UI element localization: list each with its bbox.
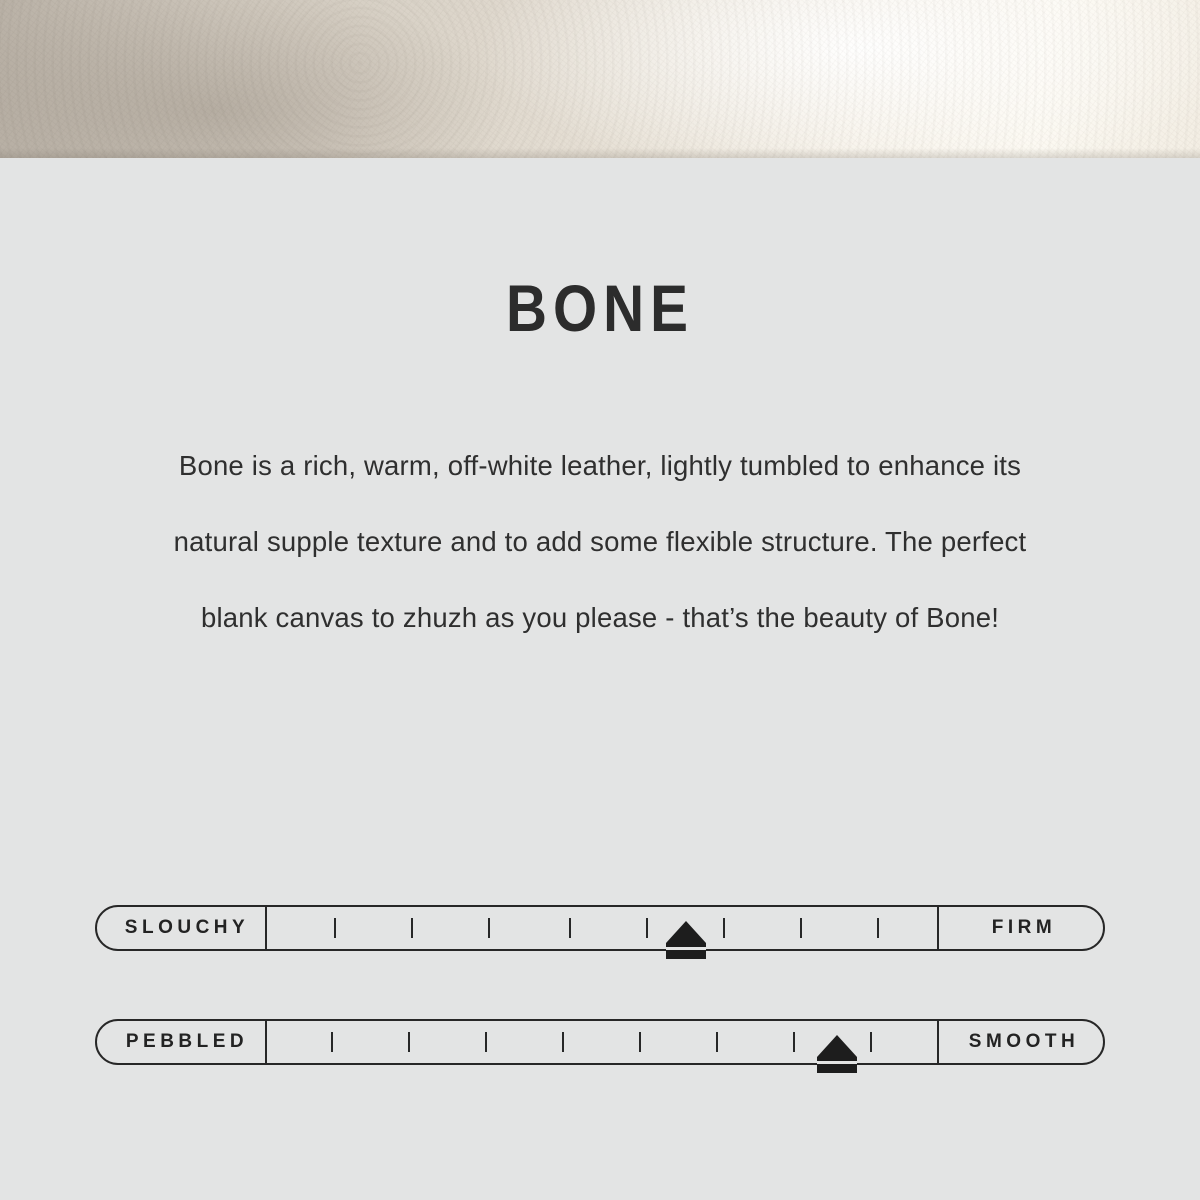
- slider-thumb-body: [666, 943, 706, 959]
- slider-tick: [488, 918, 490, 938]
- slider-thumb[interactable]: [817, 1035, 857, 1073]
- slider-tick-marks: [267, 905, 937, 951]
- slider-tick: [800, 918, 802, 938]
- page-title: BONE: [505, 271, 695, 345]
- slider-tick: [562, 1032, 564, 1052]
- slider-thumb-point: [817, 1035, 857, 1057]
- slider-tick: [411, 918, 413, 938]
- slider-tick: [716, 1032, 718, 1052]
- leather-swatch-image: [0, 0, 1200, 158]
- slider-right-label: FIRM: [937, 905, 1105, 951]
- slider-pebbled-smooth[interactable]: [95, 1019, 1105, 1065]
- slider-tick: [334, 918, 336, 938]
- slider-left-label: SLOUCHY: [95, 905, 267, 951]
- slider-left-label: PEBBLED: [95, 1019, 267, 1065]
- slider-slouchy-firm[interactable]: [95, 905, 1105, 951]
- swatch-bottom-shadow: [0, 148, 1200, 158]
- slider-tick: [723, 918, 725, 938]
- slider-tick: [485, 1032, 487, 1052]
- slider-thumb-body: [817, 1057, 857, 1073]
- slider-tick: [646, 918, 648, 938]
- slider-thumb-notch: [666, 947, 706, 950]
- slider-tick: [639, 1032, 641, 1052]
- slider-tick: [408, 1032, 410, 1052]
- slider-thumb-point: [666, 921, 706, 943]
- slider-thumb[interactable]: [666, 921, 706, 959]
- leather-grain-texture: [0, 0, 1200, 158]
- slider-tick-marks: [267, 1019, 937, 1065]
- description-text: Bone is a rich, warm, off-white leather, lightly tumbled to enhance its natural supple texture and to add some flexible structure. The perfect blank canvas to zhuzh as you please - that’s the beauty of Bone!: [173, 450, 1027, 633]
- attribute-sliders: [0, 905, 1200, 1133]
- slider-tick: [331, 1032, 333, 1052]
- slider-tick: [870, 1032, 872, 1052]
- slider-tick: [877, 918, 879, 938]
- slider-tick: [793, 1032, 795, 1052]
- slider-right-label: SMOOTH: [937, 1019, 1105, 1065]
- slider-tick: [569, 918, 571, 938]
- slider-thumb-notch: [817, 1061, 857, 1064]
